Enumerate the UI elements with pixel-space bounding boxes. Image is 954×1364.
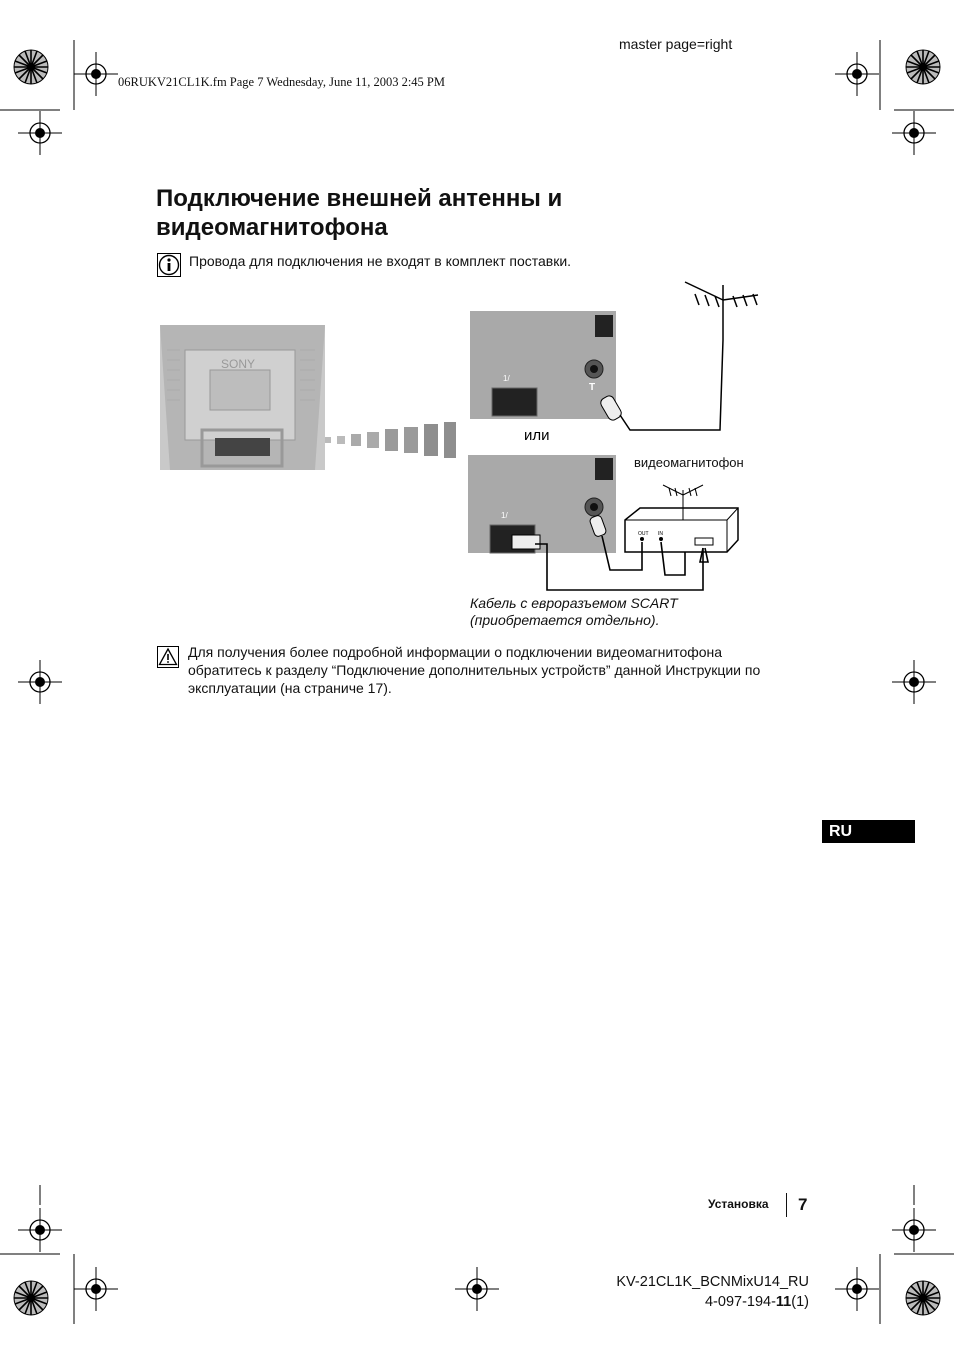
- panel-photo-antenna: [470, 311, 623, 422]
- language-tab: RU: [822, 820, 915, 843]
- vcr-label: видеомагнитофон: [634, 455, 744, 470]
- footer-model: KV-21CL1K_BCNMixU14_RU: [616, 1274, 809, 1290]
- scart-caption-line1: Кабель с евроразъемом SCART: [470, 595, 678, 611]
- or-label: или: [524, 427, 550, 444]
- footer-code: [604, 1294, 809, 1310]
- port-label-top: 1/: [503, 374, 510, 383]
- panel-photo-vcr: [468, 455, 616, 553]
- antenna-cable: [620, 282, 758, 430]
- footer-separator: [786, 1193, 787, 1217]
- info-icon: [157, 253, 181, 277]
- scart-caption: [470, 595, 678, 629]
- scart-caption-line2: (приобретается отдельно).: [470, 612, 660, 628]
- warning-icon: [157, 646, 179, 668]
- master-page-label: master page=right: [619, 36, 733, 52]
- footer-code-suffix: (1): [791, 1294, 809, 1310]
- port-label-bottom: 1/: [501, 511, 508, 520]
- footer-code-bold: 11: [775, 1294, 792, 1310]
- warning-text: Для получения более подробной информации о подключении видеомагнитофона обратитесь к разделу “Подключение дополнительных устройств” данной Инструкции по эксплуатации (на страниче 17).: [188, 644, 761, 696]
- connection-diagram: [155, 280, 775, 610]
- footer-section-name: Установка: [708, 1197, 769, 1211]
- note-text: Провода для подключения не входят в комплект поставки.: [189, 253, 572, 269]
- footer-code-prefix: 4-097-194-: [704, 1294, 776, 1310]
- vcr-in-label: IN: [658, 531, 663, 537]
- svg-text:T: T: [589, 382, 596, 393]
- zoom-indicator: [325, 422, 456, 458]
- tv-rear-photo: [160, 325, 325, 470]
- tv-brand: SONY: [221, 357, 256, 371]
- page-number: 7: [798, 1195, 808, 1214]
- vcr-out-label: OUT: [638, 531, 649, 537]
- file-info-header: 06RUKV21CL1K.fm Page 7 Wednesday, June 11, 2003 2:45 PM: [118, 75, 445, 89]
- page-title: Подключение внешней антенны и видеомагнитофона: [156, 185, 563, 241]
